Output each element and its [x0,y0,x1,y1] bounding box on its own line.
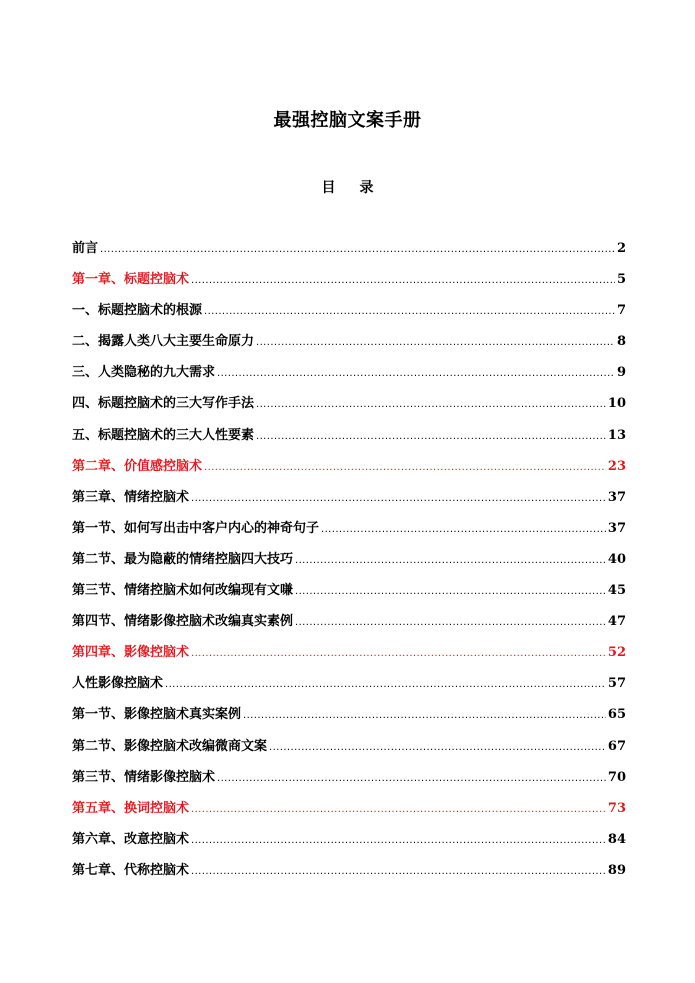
toc-leader-dots [295,617,606,628]
toc-entry-label[interactable]: 前言 [72,241,99,256]
toc-entry-page-number[interactable]: 23 [607,458,626,474]
toc-leader-dots [191,866,606,877]
toc-entry-label[interactable]: 第五章、换词控脑术 [72,800,190,816]
toc-entry-label[interactable]: 第一章、标题控脑术 [72,272,190,288]
toc-entry[interactable] [72,424,626,455]
toc-entry-label[interactable]: 第一节、影像控脑术真实案例 [72,707,242,723]
toc-entry-label[interactable]: 第三节、情绪影像控脑术 [72,769,216,785]
toc-entry-label[interactable]: 二、揭露人类八大主要生命原力 [72,334,255,350]
toc-leader-dots [295,586,606,597]
toc-entry-label[interactable]: 三、人类隐秘的九大需求 [72,365,216,381]
toc-entry[interactable] [72,517,626,548]
toc-entry-label[interactable]: 第二章、价值感控脑术 [72,458,203,474]
toc-entry-label[interactable]: 第二节、最为隐蔽的情绪控脑四大技巧 [72,551,294,567]
toc-entry-label[interactable]: 第六章、改意控脑术 [72,831,190,847]
toc-leader-dots [256,399,606,410]
toc-leader-dots [217,773,606,784]
toc-entry-page-number[interactable]: 65 [607,707,626,723]
toc-entry[interactable] [72,299,626,330]
toc-entry-page-number[interactable]: 5 [616,272,626,288]
toc-entry[interactable] [72,828,626,859]
toc-entry-page-number[interactable]: 13 [607,427,626,443]
toc-entry[interactable] [72,486,626,517]
toc-entry-label[interactable]: 五、标题控脑术的三大人性要素 [72,427,255,443]
toc-leader-dots [217,368,615,379]
toc-entry[interactable] [72,735,626,766]
toc-leader-dots [204,306,615,317]
toc-entry-page-number[interactable]: 7 [616,303,626,319]
toc-entry-page-number[interactable]: 2 [616,241,626,256]
toc-entry-page-number[interactable]: 10 [607,396,626,412]
toc-entry[interactable] [72,392,626,423]
toc-entry[interactable] [72,797,626,828]
toc-entry-page-number[interactable]: 47 [607,614,626,630]
toc-entry[interactable] [72,859,626,890]
toc-entry-label[interactable]: 第三节、情绪控脑术如何改编现有文嗛 [72,583,294,599]
toc-entry[interactable] [72,455,626,486]
toc-entry[interactable] [72,361,626,392]
toc-entry-page-number[interactable]: 67 [607,738,626,754]
toc-entry-page-number[interactable]: 70 [607,769,626,785]
toc-leader-dots [191,648,606,659]
toc-heading-char-2: 录 [359,180,374,196]
toc-entry-page-number[interactable]: 40 [607,551,626,567]
toc-entry[interactable] [72,672,626,703]
toc-entry[interactable] [72,330,626,361]
toc-leader-dots [256,431,606,442]
toc-leader-dots [165,679,606,690]
toc-leader-dots [191,275,615,286]
toc-entry-label[interactable]: 第三章、情绪控脑术 [72,489,190,505]
toc-entry-label[interactable]: 第二节、影像控脑术改编微商文案 [72,738,268,754]
toc-leader-dots [243,710,606,721]
toc-leader-dots [269,742,606,753]
toc-heading [0,177,695,197]
toc-entry[interactable] [72,703,626,734]
toc-entry-page-number[interactable]: 73 [607,800,626,816]
toc-leader-dots [191,804,606,815]
toc-leader-dots [100,244,615,255]
toc-entry-label[interactable]: 一、标题控脑术的根源 [72,303,203,319]
toc-entry-page-number[interactable]: 57 [607,676,626,692]
toc-entry[interactable] [72,268,626,299]
toc-leader-dots [295,555,606,566]
table-of-contents [72,237,626,890]
toc-entry-page-number[interactable]: 9 [616,365,626,381]
document-title: 最强控脑文案手册 [273,110,422,131]
toc-entry[interactable] [72,641,626,672]
toc-leader-dots [321,524,606,535]
toc-entry-label[interactable]: 人性影像控脑术 [72,676,164,692]
toc-leader-dots [256,337,615,348]
toc-entry-label[interactable]: 第七章、代称控脑术 [72,862,190,878]
toc-leader-dots [204,462,606,473]
toc-entry[interactable] [72,548,626,579]
toc-entry-page-number[interactable]: 8 [616,334,626,350]
toc-entry-label[interactable]: 第一节、如何写出击中客户内心的神奇句子 [72,520,320,536]
toc-entry-page-number[interactable]: 89 [607,862,626,878]
toc-leader-dots [191,493,606,504]
toc-leader-dots [191,835,606,846]
toc-entry-page-number[interactable]: 37 [607,520,626,536]
toc-entry[interactable] [72,610,626,641]
toc-entry-label[interactable]: 第四节、情绪影像控脑术改编真实素例 [72,614,294,630]
toc-entry-page-number[interactable]: 84 [607,831,626,847]
toc-entry[interactable] [72,579,626,610]
toc-entry[interactable] [72,237,626,268]
toc-entry[interactable] [72,766,626,797]
toc-entry-page-number[interactable]: 52 [607,645,626,661]
toc-entry-label[interactable]: 四、标题控脑术的三大写作手法 [72,396,255,412]
toc-heading-char-1: 目 [321,180,336,196]
toc-entry-page-number[interactable]: 37 [607,489,626,505]
toc-entry-page-number[interactable]: 45 [607,583,626,599]
toc-entry-label[interactable]: 第四章、影像控脑术 [72,645,190,661]
